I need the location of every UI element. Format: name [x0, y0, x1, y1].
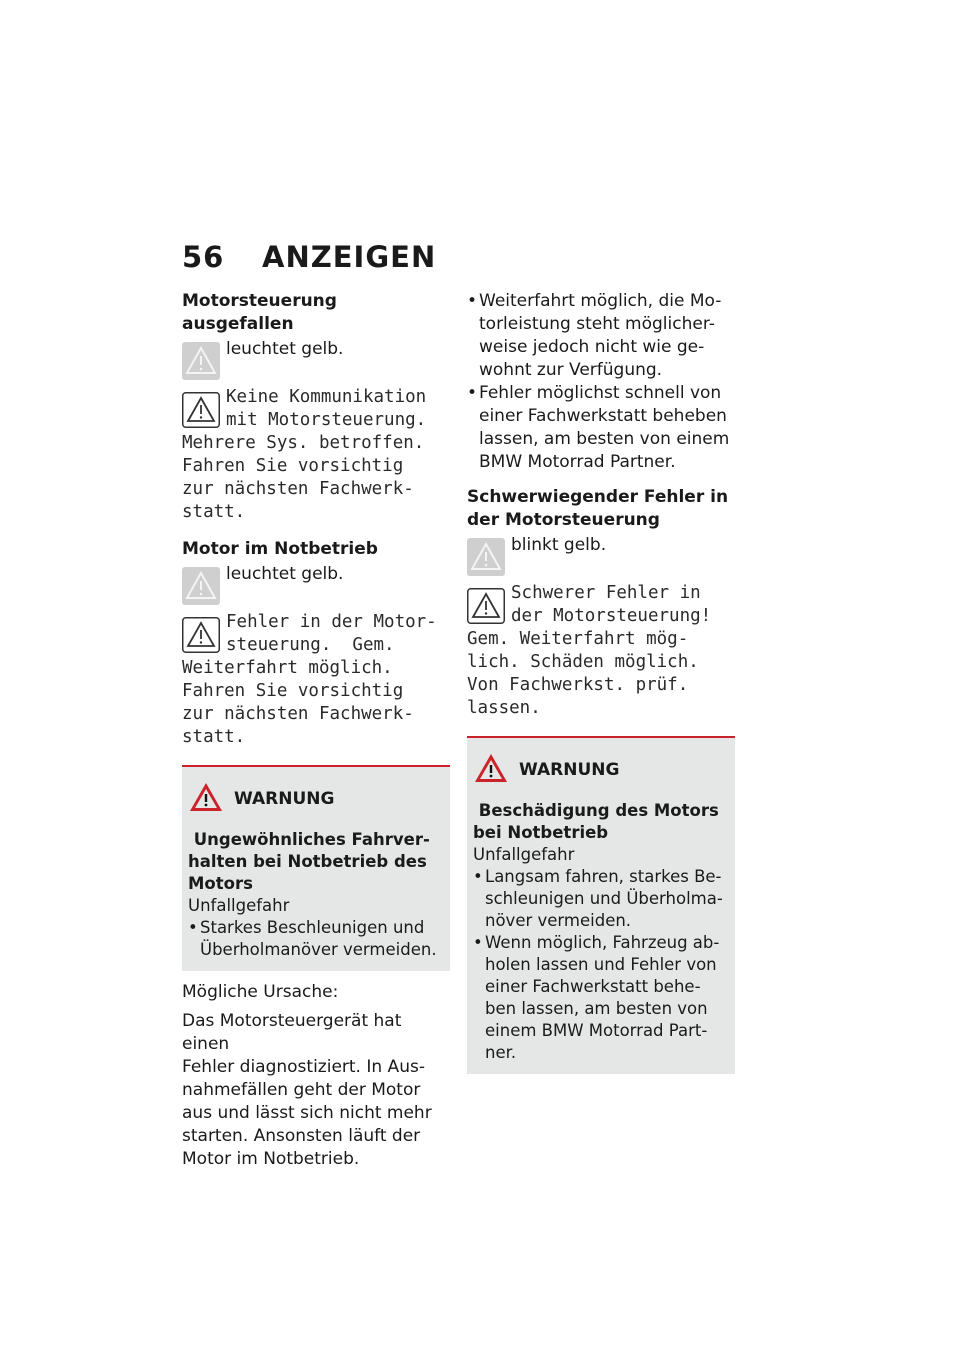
display-message — [182, 386, 450, 524]
warning-triangle-red-icon — [188, 781, 224, 817]
section-title-motorsteuerung-ausgefallen: Motorsteuerung ausgefallen — [182, 291, 337, 334]
warning-bullet — [188, 917, 444, 961]
warning-triangle-filled-icon — [182, 567, 220, 609]
display-line: lich. Schäden möglich. — [467, 652, 699, 672]
warning-title — [188, 781, 444, 817]
cause-line: nahmefällen geht der Motor — [182, 1080, 421, 1100]
warning-triangle-outline-icon — [182, 617, 220, 657]
bullet-line: einem BMW Motorrad Part- — [485, 1021, 708, 1040]
bullet-line: lassen, am besten von einem — [479, 429, 730, 449]
display-line: steuerung. Gem. — [226, 635, 395, 655]
display-line: mit Motorsteuerung. — [226, 410, 427, 430]
bullet-line: ben lassen, am besten von — [485, 999, 708, 1018]
indicator-label: leuchtet gelb. — [226, 564, 344, 584]
display-line: statt. — [182, 727, 246, 747]
display-message — [467, 582, 735, 720]
warning-bullet — [473, 932, 729, 1064]
page-header — [182, 240, 436, 274]
warning-risk: Unfallgefahr — [473, 845, 575, 864]
warning-box — [467, 736, 735, 1074]
indicator-row — [182, 561, 450, 601]
display-line: Fehler in der Motor- — [226, 612, 437, 632]
cause-line: Motor im Notbetrieb. — [182, 1149, 360, 1169]
warning-label: WARNUNG — [234, 789, 335, 809]
page-number: 56 — [182, 240, 225, 274]
cause-line: aus und lässt sich nicht mehr — [182, 1103, 432, 1123]
display-line: Fahren Sie vorsichtig — [182, 456, 404, 476]
warning-triangle-outline-icon — [467, 588, 505, 628]
display-line: der Motorsteuerung! — [511, 606, 712, 626]
bullet-line: • Starkes Beschleunigen und — [200, 918, 425, 937]
display-line: zur nächsten Fachwerk- — [182, 479, 414, 499]
indicator-row — [182, 336, 450, 376]
indicator-label: leuchtet gelb. — [226, 339, 344, 359]
warning-triangle-red-icon — [473, 752, 509, 788]
warning-heading: bei Notbetrieb — [473, 823, 609, 842]
warning-risk: Unfallgefahr — [188, 896, 290, 915]
warning-triangle-filled-icon — [182, 342, 220, 384]
section-title-motor-im-notbetrieb: Motor im Notbetrieb — [182, 539, 378, 559]
bullet-line: holen lassen und Fehler von — [485, 955, 717, 974]
display-line: Mehrere Sys. betroffen. — [182, 433, 425, 453]
bullet-line: torleistung steht möglicher- — [479, 314, 715, 334]
display-line: lassen. — [467, 698, 541, 718]
warning-label: WARNUNG — [519, 760, 620, 780]
display-line: Fahren Sie vorsichtig — [182, 681, 404, 701]
bullet-line: ner. — [485, 1043, 517, 1062]
warning-bullet — [473, 866, 729, 932]
left-column — [182, 290, 450, 1171]
cause-label: Mögliche Ursache: — [182, 982, 339, 1002]
display-line: Schwerer Fehler in — [511, 583, 701, 603]
display-line: statt. — [182, 502, 246, 522]
warning-heading: Motors — [188, 874, 253, 893]
bullet-line: növer vermeiden. — [485, 911, 632, 930]
indicator-row — [467, 532, 735, 572]
warning-triangle-filled-icon — [467, 538, 505, 580]
warning-heading: Beschädigung des Motors — [473, 801, 719, 820]
page-title: ANZEIGEN — [262, 240, 437, 274]
indicator-label: blinkt gelb. — [511, 535, 607, 555]
warning-heading: Ungewöhnliches Fahrver- — [188, 830, 430, 849]
bullet-line: einer Fachwerkstatt beheben — [479, 406, 727, 426]
list-item — [467, 290, 735, 382]
display-line: zur nächsten Fachwerk- — [182, 704, 414, 724]
cause-text — [182, 1010, 450, 1171]
bullet-line: • Fehler möglichst schnell von — [479, 383, 722, 403]
bullet-line: einer Fachwerkstatt behe- — [485, 977, 701, 996]
bullet-line: wohnt zur Verfügung. — [479, 360, 663, 380]
section-title-schwerwiegender-fehler: der Motorsteuerung — [467, 510, 660, 530]
display-message — [182, 611, 450, 749]
display-line: Weiterfahrt möglich. — [182, 658, 393, 678]
bullet-line: weise jedoch nicht wie ge- — [479, 337, 705, 357]
section-title-schwerwiegender-fehler: Schwerwiegender Fehler in — [467, 487, 729, 507]
display-line: Von Fachwerkst. prüf. — [467, 675, 689, 695]
cause-line: starten. Ansonsten läuft der — [182, 1126, 421, 1146]
bullet-line: schleunigen und Überholma- — [485, 889, 723, 908]
bullet-line: BMW Motorrad Partner. — [479, 452, 676, 472]
cause-line: Fehler diagnostiziert. In Aus- — [182, 1057, 425, 1077]
right-column — [467, 290, 735, 1074]
display-line: Gem. Weiterfahrt mög- — [467, 629, 689, 649]
warning-triangle-outline-icon — [182, 392, 220, 432]
warning-heading: halten bei Notbetrieb des — [188, 852, 427, 871]
cause-line: Das Motorsteuergerät hat einen — [182, 1011, 402, 1054]
display-line: Keine Kommunikation — [226, 387, 427, 407]
bullet-line: Überholmanöver vermeiden. — [200, 940, 437, 959]
warning-title — [473, 752, 729, 788]
bullet-line: • Weiterfahrt möglich, die Mo- — [479, 291, 722, 311]
warning-box — [182, 765, 450, 971]
list-item — [467, 382, 735, 474]
bullet-line: • Wenn möglich, Fahrzeug ab- — [485, 933, 720, 952]
bullet-line: • Langsam fahren, starkes Be- — [485, 867, 722, 886]
